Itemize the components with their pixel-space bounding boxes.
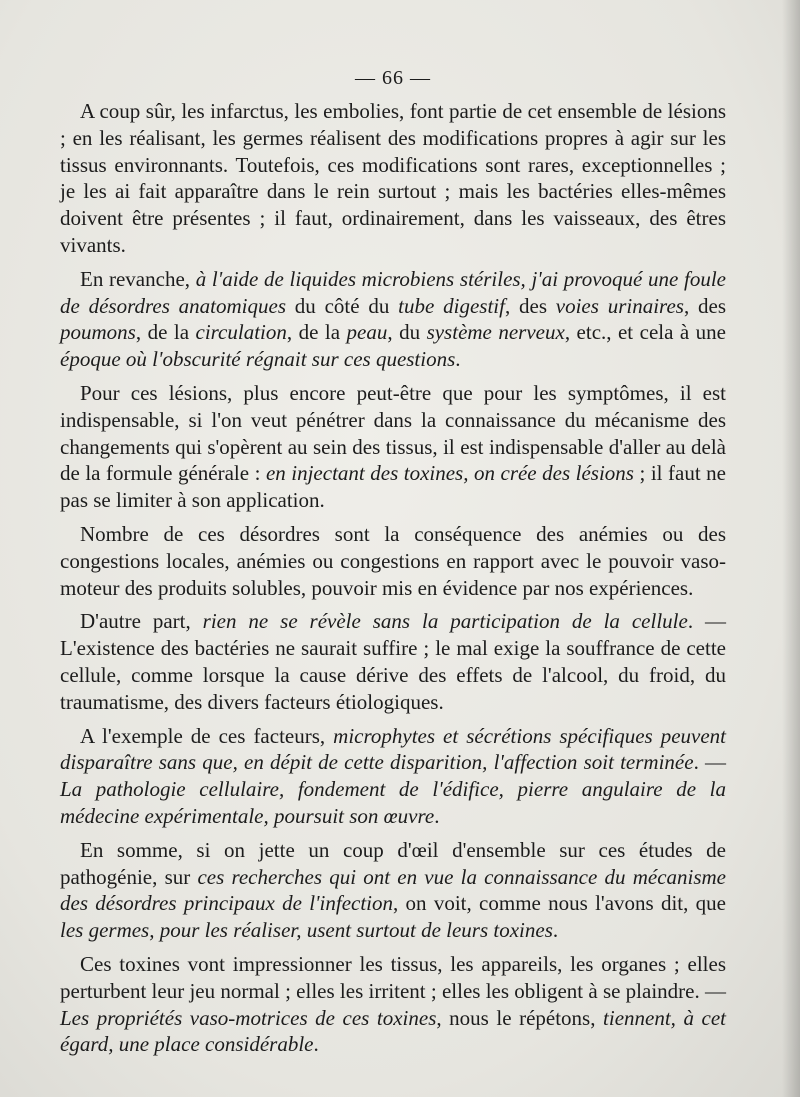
italic-text-run: à l'aide de liquides microbiens stériles, j'ai provoqué une foule de désordres anatomiques xyxy=(60,266,726,318)
paragraph xyxy=(60,608,726,715)
text-run: A l'exemple de ces facteurs, xyxy=(80,723,334,748)
text-run: , des xyxy=(683,293,726,318)
text-run: ; il faut ne pas se limiter à son application. xyxy=(60,461,726,513)
text-run: D'autre part, xyxy=(80,609,203,634)
italic-text-run: voies urinaires xyxy=(555,293,684,318)
page-edge-shadow xyxy=(782,0,800,1097)
italic-text-run: rien ne se révèle sans la participation de la cellule xyxy=(202,609,688,634)
document-page xyxy=(60,62,726,1065)
italic-text-run: les germes, pour les réaliser, usent surtout de leurs toxines xyxy=(60,918,553,943)
text-run: , etc., et cela à une xyxy=(564,320,727,345)
italic-text-run: tube digestif xyxy=(398,293,505,318)
paragraph xyxy=(60,723,726,830)
text-run: En revanche, xyxy=(80,266,196,291)
italic-text-run: poumons xyxy=(60,320,136,345)
text-run: Ces toxines vont impressionner les tissus, les appareils, les organes ; elles perturbent leur jeu normal ; elles les irritent ; elles les obligent à se plaindre. — xyxy=(60,951,726,1003)
body-text xyxy=(60,98,726,1058)
paragraph xyxy=(60,266,726,373)
paragraph xyxy=(60,380,726,514)
text-run: , des xyxy=(504,293,556,318)
text-run: . xyxy=(434,803,440,828)
text-run: . xyxy=(455,347,461,372)
italic-text-run: circulation xyxy=(195,320,287,345)
italic-text-run: tiennent, à cet égard, une place considérable xyxy=(60,1005,726,1057)
italic-text-run: époque où l'obscurité régnait sur ces questions xyxy=(60,347,456,372)
page-number: — 66 — xyxy=(355,67,431,89)
text-run: . xyxy=(313,1032,319,1057)
paragraph xyxy=(60,98,726,259)
italic-text-run: en injectant des toxines, on crée des lésions xyxy=(265,461,634,486)
italic-text-run: microphytes et sécrétions spécifiques peuvent disparaître sans que, en dépit de cette disparition, l'affection soit terminée xyxy=(60,723,726,775)
italic-text-run: peau xyxy=(346,320,388,345)
paragraph xyxy=(60,837,726,944)
paragraph xyxy=(60,521,726,601)
text-run: , nous le répétons, xyxy=(436,1005,604,1030)
text-run: , de la xyxy=(135,320,196,345)
text-run: , de la xyxy=(286,320,347,345)
italic-text-run: Les propriétés vaso-motrices de ces toxines xyxy=(60,1005,437,1030)
italic-text-run: La pathologie cellulaire, fondement de l'édifice, pierre angulaire de la médecine expérimentale, poursuit son œuvre xyxy=(60,777,726,828)
text-run: . — L'existence des bactéries ne saurait suffire ; le mal exige la souffrance de cette cellule, comme lorsque la cause dérive des effets de l'alcool, du froid, du traumatisme, des divers facteurs étiologiques. xyxy=(60,609,726,714)
text-run: Pour ces lésions, plus encore peut-être que pour les symptômes, il est indispensable, si l'on veut pénétrer dans la connaissance du mécanisme des changements qui s'opèrent au sein des tissus, il est indispensable d'aller au delà de la formule générale : xyxy=(60,380,726,486)
italic-text-run: ces recherches qui ont en vue la connaissance du mécanisme des désordres principaux de l'infection xyxy=(60,864,727,916)
text-run: du côté du xyxy=(286,293,399,318)
text-run: . — xyxy=(693,750,727,775)
text-run: En somme, si on jette un coup d'œil d'ensemble sur ces études de pathogénie, sur xyxy=(60,837,726,889)
paragraph xyxy=(60,951,726,1058)
text-run: A coup sûr, les infarctus, les embolies, font partie de cet ensemble de lésions ; en les réalisant, les germes réalisent des modifications propres à agir sur les tissus environnants. Toutefois, ces modifications sont rares, exceptionnelles ; je les ai fait apparaître dans le rein surtout ; mais les bactéries elles-mêmes doivent être présentes ; il faut, ordinairement, dans les vaisseaux, des êtres vivants. xyxy=(60,99,726,257)
text-run: Nombre de ces désordres sont la conséquence des anémies ou des congestions locales, anémies ou congestions en rapport avec le pouvoir vaso-moteur des produits solubles, pouvoir mis en évidence par nos expériences. xyxy=(60,521,726,600)
text-run: . xyxy=(552,918,559,943)
text-run: , on voit, comme nous l'avons dit, que xyxy=(393,891,726,916)
italic-text-run: système nerveux xyxy=(426,320,565,345)
text-run: , du xyxy=(387,320,427,345)
